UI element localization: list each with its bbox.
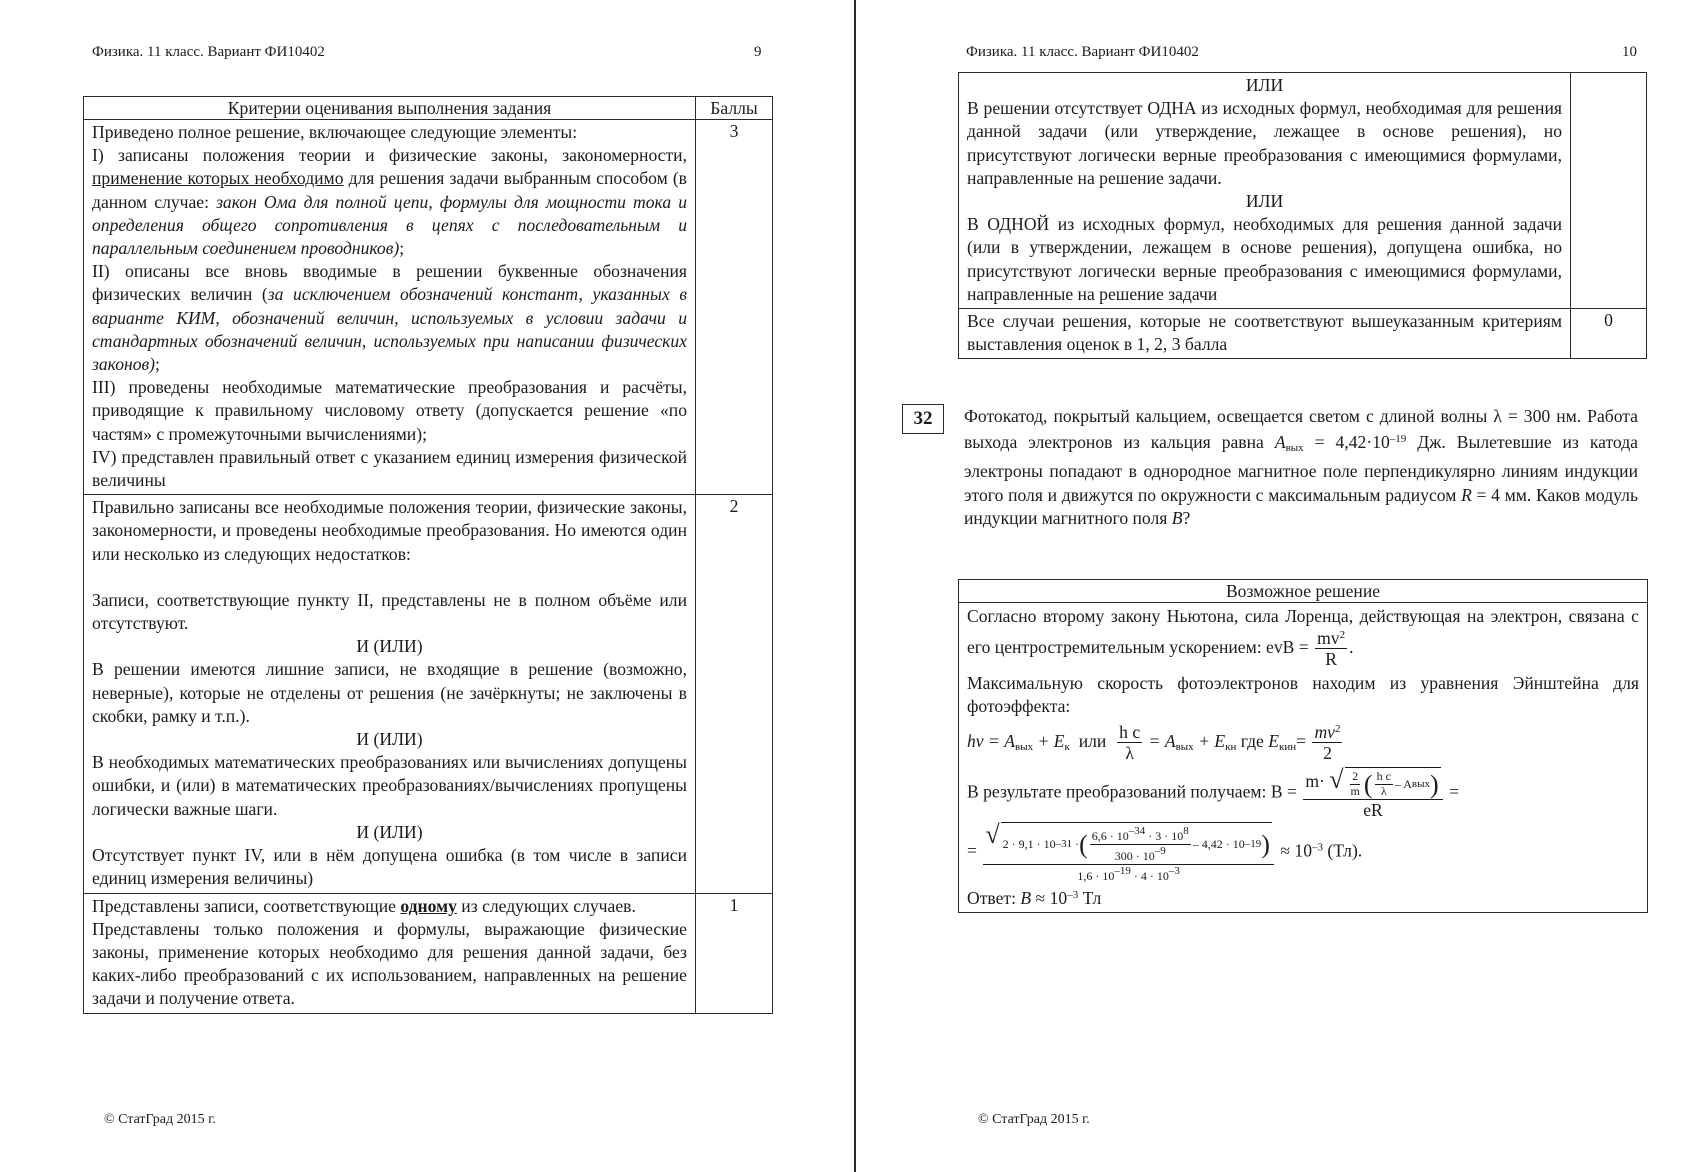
task-number: 32 (902, 404, 944, 434)
criteria-row-0-points (959, 309, 1647, 359)
criteria-text (84, 120, 695, 494)
solution-body (959, 603, 1647, 912)
solution-title: Возможное решение (959, 580, 1647, 603)
criteria-text (959, 73, 1570, 308)
solution-paragraph: Максимальную скорость фотоэлектронов находим из уравнения Эйнштейна для фотоэффекта: (967, 672, 1639, 716)
solution-table (958, 579, 1648, 913)
criteria-intro: Приведено полное решение, включающее следующие элементы: (92, 122, 578, 142)
page-number: 9 (754, 44, 762, 60)
task-statement: Фотокатод, покрытый кальцием, освещается светом с длиной волны λ = 300 нм. Работа выхода электронов из кальция равна $A_{вых} = 4,42\cdot 10^{-19}$ Дж. Вылетевшие из катода электроны попадают в однородное магнитное поле перпендикулярно линиям индукции этого поля и движутся по окружности с максимальным радиусом R = 4 мм. Каков модуль индукции магнитного поля B? (964, 406, 1638, 528)
column-header-points: Баллы (696, 97, 773, 120)
solution-paragraph: Согласно второму закону Ньютона, сила Лоренца, действующая на электрон, связана с его центростремительным ускорением: evB = $\frac{mv^2}{R}$ . (967, 606, 1639, 670)
criteria-row-2-points (84, 495, 773, 893)
or-separator: ИЛИ (1245, 191, 1284, 212)
score-0: 0 (1571, 309, 1647, 359)
or-separator: ИЛИ (1245, 75, 1284, 95)
criteria-item-iii: III) проведены необходимые математические преобразования и расчёты, приводящие к правильному числовому ответу (допускается решение «по частям» с промежуточными вычислениями); (92, 377, 687, 444)
page-header: Физика. 11 класс. Вариант ФИ10402 (966, 44, 1199, 60)
criteria-paragraph: В решении имеются лишние записи, не входящие в решение (возможно, неверные), которые не отделены от решения (не зачёркнуты; не заключены в скобки, рамку и т.п.). (92, 659, 687, 726)
criteria-row-3-points (84, 120, 773, 495)
criteria-paragraph: Правильно записаны все необходимые положения теории, физические законы, закономерности, и проведены необходимые преобразования. Но имеются один или несколько из следующих недостатков: (92, 497, 687, 564)
solution-answer: Ответ: $B \approx 10^{-3}$ Тл (967, 887, 1102, 908)
table-header-row (84, 97, 773, 120)
score-2: 2 (696, 495, 773, 893)
criteria-paragraph: Все случаи решения, которые не соответствуют вышеуказанным критериям выставления оценок в 1, 2, 3 балла (967, 311, 1562, 355)
or-separator: И (ИЛИ) (356, 636, 423, 657)
formula-lorentz: evB = $\frac{mv^2}{R}$ . (1266, 628, 1354, 670)
formula-einstein: $h\nu = A_{вых} + E_к$ или $\frac{\text{h c}}{\lambda}$ = $A_{вых} + E_{кн}$ где $E_{кин}=$ $\frac{mv^2}{2}$ (967, 722, 1341, 764)
formula-b-general: В результате преобразований получаем: B = m· √ $\frac{2}{m}$ ( $\frac{\text{h c}}{\lambda}$ – A вых ) eR = (967, 765, 1460, 821)
page-footer: © СтатГрад 2015 г. (104, 1112, 216, 1127)
criteria-item-i: I) записаны положения теории и физические законы, закономерности, применение которых необходимо для решения задачи выбранным способом (в данном случае: закон Ома для полной цепи, формулы для мощности тока и определения общего сопротивления в цепях с последовательным и параллельным соединением проводников); (92, 145, 687, 259)
or-separator: И (ИЛИ) (356, 729, 423, 750)
criteria-item-ii: II) описаны все вновь вводимые в решении буквенные обозначения физических величин (за исключением обозначений констант, указанных в варианте КИМ, обозначений величин, используемых в условии задачи и стандартных обозначений величин, используемых при написании физических законов); (92, 261, 687, 375)
criteria-table-continued (958, 72, 1647, 359)
page-header: Физика. 11 класс. Вариант ФИ10402 (92, 44, 325, 60)
formula-b-numeric: = √ 2 · 9,1 · 10 –31 · ( $\frac{6,6 \cdot 10-34 \cdot 3 \cdot 108}{300 \cdot 10-9}$ – 4,42 · 10 –19 ) 1,6 · 10–19 · 4 · 10–3 ≈ $10^{-3}$ (Тл). (967, 820, 1363, 883)
criteria-paragraph: Представлены только положения и формулы, выражающие физические законы, применение которых необходимо для решения данной задачи, без каких-либо преобразований с их использованием, направленных на решение задачи и получение ответа. (92, 918, 687, 1009)
criteria-text (84, 495, 695, 892)
criteria-paragraph: Записи, соответствующие пункту II, представлены не в полном объёме или отсутствуют. (92, 589, 687, 634)
criteria-item-iv: IV) представлен правильный ответ с указанием единиц измерения физической величины (92, 446, 687, 491)
criteria-text (84, 894, 695, 1013)
score-3: 3 (696, 120, 773, 495)
criteria-row-1-point-continued (959, 73, 1647, 309)
criteria-row-1-point (84, 893, 773, 1013)
or-separator: И (ИЛИ) (356, 821, 423, 842)
criteria-table (83, 96, 773, 1014)
criteria-paragraph: В решении отсутствует ОДНА из исходных формул, необходимая для решения данной задачи (или утверждение, лежащее в основе решения), но присутствуют логически верные преобразования с имеющимися формулами, направленные на решение задачи. (967, 98, 1562, 188)
score-1: 1 (696, 893, 773, 1013)
criteria-paragraph: Представлены записи, соответствующие одному из следующих случаев. (92, 895, 636, 916)
criteria-paragraph: Отсутствует пункт IV, или в нём допущена ошибка (в том числе в записи единиц измерения величины) (92, 845, 687, 889)
page-number: 10 (1622, 44, 1637, 60)
page-footer: © СтатГрад 2015 г. (978, 1112, 1090, 1127)
criteria-paragraph: В необходимых математических преобразованиях или вычислениях допущены ошибки, и (или) в математических преобразованиях/вычислениях пропущены логически важные шаги. (92, 752, 687, 819)
criteria-paragraph: В ОДНОЙ из исходных формул, необходимых для решения данной задачи (или в утверждении, лежащем в основе решения), допущена ошибка, но присутствуют логически верные преобразования с имеющимися формулами, направленные на решение задачи (967, 214, 1562, 304)
column-header-criteria: Критерии оценивания выполнения задания (84, 97, 696, 120)
